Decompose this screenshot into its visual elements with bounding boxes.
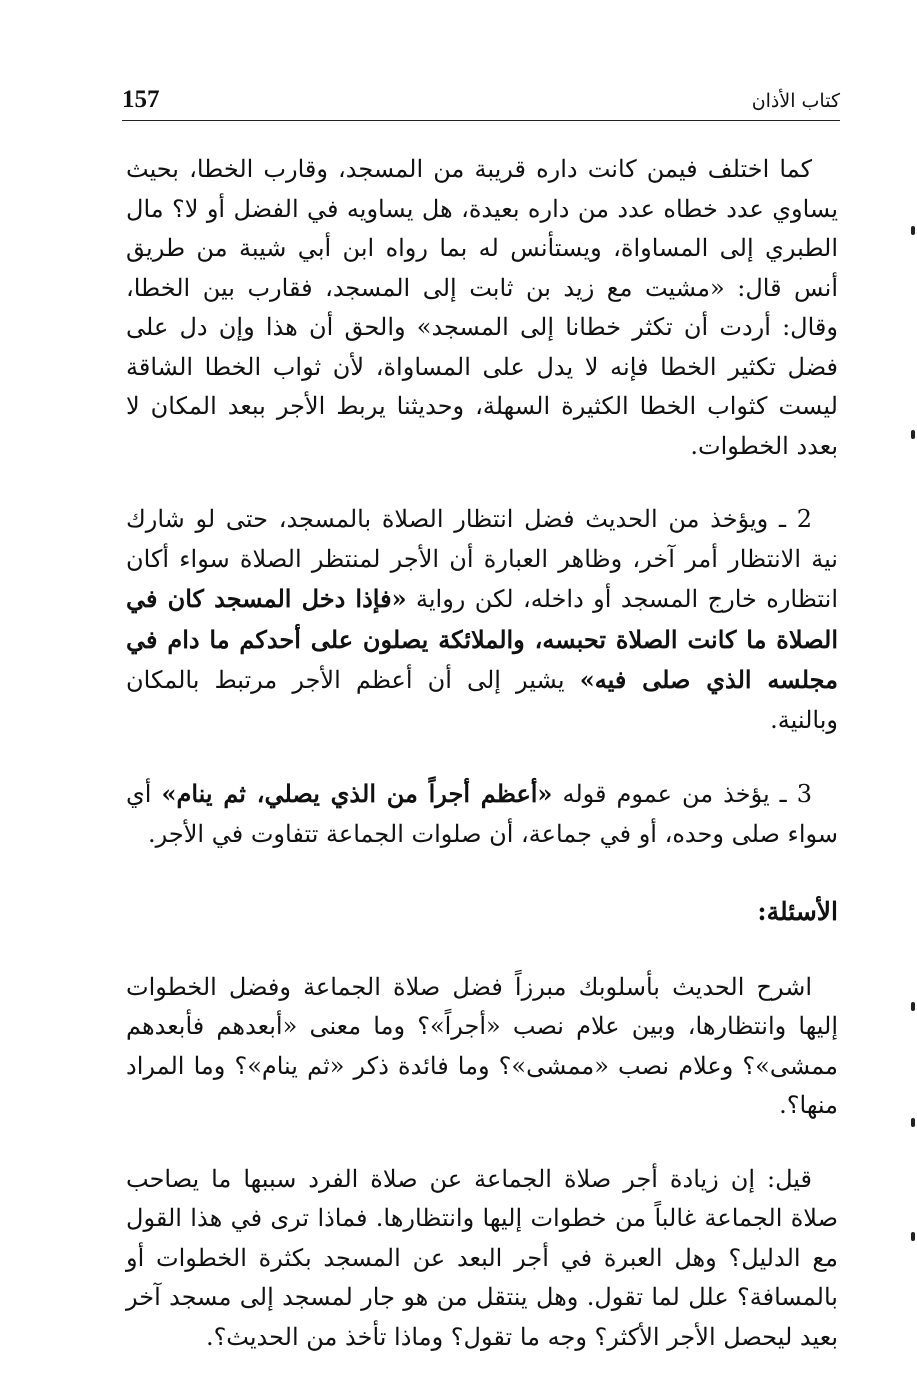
paragraph-2-text-end: يشير إلى أن أعظم الأجر مرتبط بالمكان وبالنية. [126,666,838,734]
margin-mark [911,430,915,439]
margin-mark [911,1118,915,1127]
margin-mark [911,1002,915,1011]
question-2 [126,1160,838,1358]
margin-mark [911,1232,915,1241]
question-2-text: قيل: إن زيادة أجر صلاة الجماعة عن صلاة الفرد سببها ما يصاحب صلاة الجماعة غالباً من خطوات إليها وانتظارها. فماذا ترى في هذا القول مع الدليل؟ وهل العبرة في أجر البعد عن المسجد بكثرة الخطوات أو بالمسافة؟ علل لما تقول. وهل ينتقل من هو جار لمسجد إلى مسجد آخر بعيد ليحصل الأجر الأكثر؟ وجه ما تقول؟ وماذا تأخذ من الحديث؟. [126,1164,838,1351]
paragraph-2-hadith-quote: «فإذا دخل المسجد كان في الصلاة ما كانت الصلاة تحبسه، والملائكة يصلون على أحدكم ما دام في مجلسه الذي صلى فيه» [126,584,838,694]
paragraph-3-hadith-quote: «أعظم أجراً من الذي يصلي، ثم ينام» [161,779,553,808]
page-number: 157 [122,86,160,113]
margin-mark [911,226,915,235]
question-1-text: اشرح الحديث بأسلوبك مبرزاً فضل صلاة الجماعة وفضل الخطوات إليها وانتظارها، وبين علام نصب «أجراً»؟ وما معنى «أبعدهم فأبعدهم ممشى»؟ وعلام نصب «ممشى»؟ وما فائدة ذكر «ثم ينام»؟ وما المراد منها؟. [126,972,838,1119]
running-title: كتاب الأذان [751,90,840,112]
paragraph-2-text-start: 2 ـ ويؤخذ من الحديث فضل انتظار الصلاة بالمسجد، حتى لو شارك نية الانتظار أمر آخر، وظاهر العبارة أن الأجر لمنتظر الصلاة سواء أكان انتظاره خارج المسجد أو داخله، لكن رواية [126,505,838,613]
paragraph-3-text-start: 3 ـ يؤخذ من عموم قوله [552,780,812,808]
question-1 [126,968,838,1126]
paragraph-2 [126,500,838,740]
paragraph-1 [126,150,838,466]
paragraph-3-text-end: أي سواء صلى وحده، أو في جماعة، أن صلوات الجماعة تتفاوت في الأجر. [126,780,838,848]
page-header [122,84,840,121]
paragraph-3 [126,774,838,854]
questions-heading: الأسئلة: [757,897,838,926]
paragraph-1-text: كما اختلف فيمن كانت داره قريبة من المسجد، وقارب الخطا، بحيث يساوي عدد خطاه عدد من داره بعيدة، هل يساويه في الفضل أو لا؟ مال الطبري إلى المساواة، ويستأنس له بما رواه ابن أبي شيبة من طريق أنس قال: «مشيت مع زيد بن ثابت إلى المسجد، فقارب بين الخطا، وقال: أردت أن تكثر خطانا إلى المسجد» والحق أن هذا وإن دل على فضل تكثير الخطا فإنه لا يدل على المساواة، لأن ثواب الخطا الشاقة ليست كثواب الخطا الكثيرة السهلة، وحديثنا يربط الأجر ببعد المكان لا بعدد الخطوات. [126,155,838,460]
page-body [126,150,838,1357]
